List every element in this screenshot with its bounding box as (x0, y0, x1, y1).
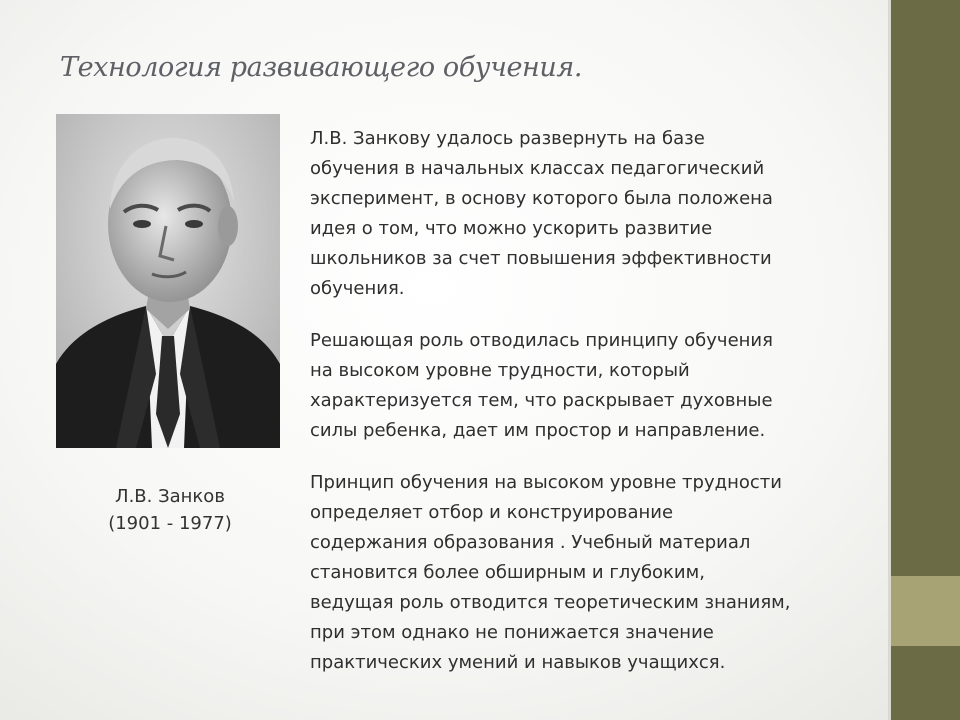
paragraph-line: характеризуется тем, что раскрывает духовные (310, 390, 773, 411)
paragraph-line: определяет отбор и конструирование (310, 502, 674, 523)
paragraph-line: школьников за счет повышения эффективности (310, 248, 772, 269)
paragraph-1 (310, 124, 870, 304)
paragraph-line: обучения. (310, 278, 405, 299)
paragraph-2 (310, 326, 870, 446)
paragraph-line: становится более обширным и глубоким, (310, 562, 705, 583)
paragraph-line: практических умений и навыков учащихся. (310, 652, 726, 673)
paragraph-line: Принцип обучения на высоком уровне трудности (310, 472, 782, 493)
paragraph-line: идея о том, что можно ускорить развитие (310, 218, 713, 239)
portrait-image (56, 114, 280, 448)
paragraph-line: ведущая роль отводится теоретическим знаниям, (310, 592, 791, 613)
portrait-photo (56, 114, 280, 448)
paragraph-line: Л.В. Занкову удалось развернуть на базе (310, 128, 705, 149)
paragraph-line: силы ребенка, дает им простор и направление. (310, 420, 766, 441)
body-text (310, 124, 870, 700)
paragraph-line: эксперимент, в основу которого была положена (310, 188, 773, 209)
portrait-caption (80, 483, 260, 537)
paragraph-line: Решающая роль отводилась принципу обучения (310, 330, 773, 351)
paragraph-line: на высоком уровне трудности, который (310, 360, 690, 381)
sidebar-accent-block (888, 576, 960, 646)
slide-title: Технология развивающего обучения. (60, 52, 583, 83)
caption-name: Л.В. Занков (115, 486, 225, 507)
paragraph-line: содержания образования . Учебный материал (310, 532, 751, 553)
paragraph-line: при этом однако не понижается значение (310, 622, 714, 643)
paragraph-line: обучения в начальных классах педагогический (310, 158, 765, 179)
caption-years: (1901 - 1977) (108, 513, 232, 534)
paragraph-3 (310, 468, 870, 678)
